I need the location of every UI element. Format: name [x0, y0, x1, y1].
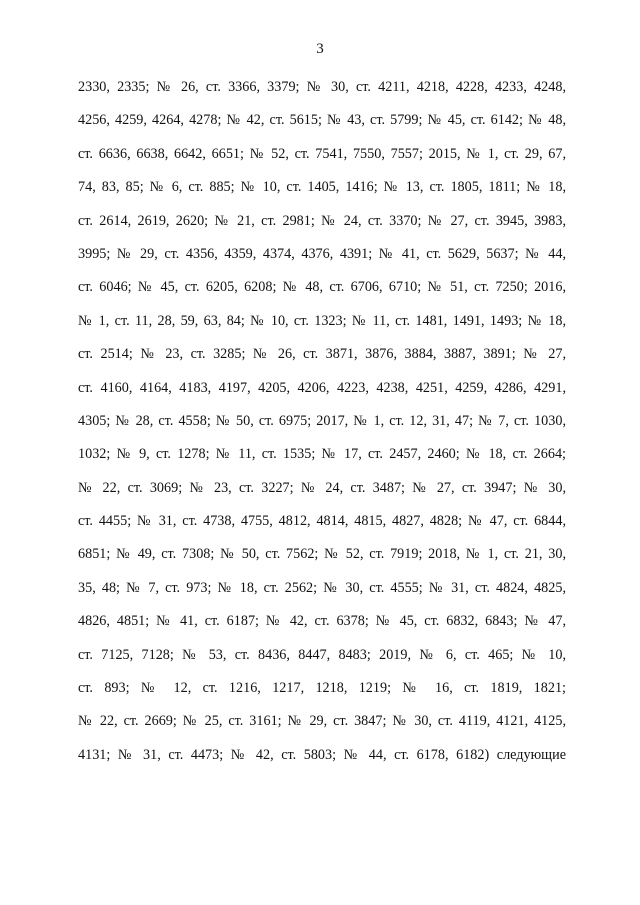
text-line: ст. 7125, 7128; № 53, ст. 8436, 8447, 8483; 2019, № 6, ст. 465; № 10,: [78, 646, 566, 663]
text-line: 6851; № 49, ст. 7308; № 50, ст. 7562; № 52, ст. 7919; 2018, № 1, ст. 21, 30,: [78, 546, 566, 563]
text-line: ст. 893; № 12, ст. 1216, 1217, 1218, 1219; № 16, ст. 1819, 1821;: [78, 680, 566, 697]
text-line: 2330, 2335; № 26, ст. 3366, 3379; № 30, ст. 4211, 4218, 4228, 4233, 4248,: [78, 79, 566, 95]
text-line: № 22, ст. 3069; № 23, ст. 3227; № 24, ст. 3487; № 27, ст. 3947; № 30,: [78, 479, 566, 496]
text-line: 4131; № 31, ст. 4473; № 42, ст. 5803; № 44, ст. 6178, 6182) следующие: [78, 746, 566, 763]
text-line: 4256, 4259, 4264, 4278; № 42, ст. 5615; № 43, ст. 5799; № 45, ст. 6142; № 48,: [78, 112, 566, 129]
text-line: ст. 2614, 2619, 2620; № 21, ст. 2981; № 24, ст. 3370; № 27, ст. 3945, 3983,: [78, 212, 566, 229]
text-line: 4826, 4851; № 41, ст. 6187; № 42, ст. 6378; № 45, ст. 6832, 6843; № 47,: [78, 613, 566, 630]
text-line: 1032; № 9, ст. 1278; № 11, ст. 1535; № 17, ст. 2457, 2460; № 18, ст. 2664;: [78, 446, 566, 463]
text-line: ст. 4160, 4164, 4183, 4197, 4205, 4206, 4223, 4238, 4251, 4259, 4286, 4291,: [78, 379, 566, 396]
text-line: 35, 48; № 7, ст. 973; № 18, ст. 2562; № 30, ст. 4555; № 31, ст. 4824, 4825,: [78, 579, 566, 596]
text-line: 3995; № 29, ст. 4356, 4359, 4374, 4376, 4391; № 41, ст. 5629, 5637; № 44,: [78, 245, 566, 262]
text-line: ст. 4455; № 31, ст. 4738, 4755, 4812, 4814, 4815, 4827, 4828; № 47, ст. 6844,: [78, 513, 566, 530]
text-line: № 22, ст. 2669; № 25, ст. 3161; № 29, ст. 3847; № 30, ст. 4119, 4121, 4125,: [78, 713, 566, 730]
text-line: ст. 6046; № 45, ст. 6205, 6208; № 48, ст. 6706, 6710; № 51, ст. 7250; 2016,: [78, 279, 566, 296]
text-line: № 1, ст. 11, 28, 59, 63, 84; № 10, ст. 1323; № 11, ст. 1481, 1491, 1493; № 18,: [78, 312, 566, 329]
page-number: 3: [316, 41, 324, 57]
text-line: ст. 2514; № 23, ст. 3285; № 26, ст. 3871, 3876, 3884, 3887, 3891; № 27,: [78, 346, 566, 363]
text-line: ст. 6636, 6638, 6642, 6651; № 52, ст. 7541, 7550, 7557; 2015, № 1, ст. 29, 67,: [78, 145, 566, 162]
text-line: 4305; № 28, ст. 4558; № 50, ст. 6975; 2017, № 1, ст. 12, 31, 47; № 7, ст. 1030,: [78, 412, 566, 429]
body-text: [78, 76, 566, 777]
text-line: 74, 83, 85; № 6, ст. 885; № 10, ст. 1405, 1416; № 13, ст. 1805, 1811; № 18,: [78, 179, 566, 196]
